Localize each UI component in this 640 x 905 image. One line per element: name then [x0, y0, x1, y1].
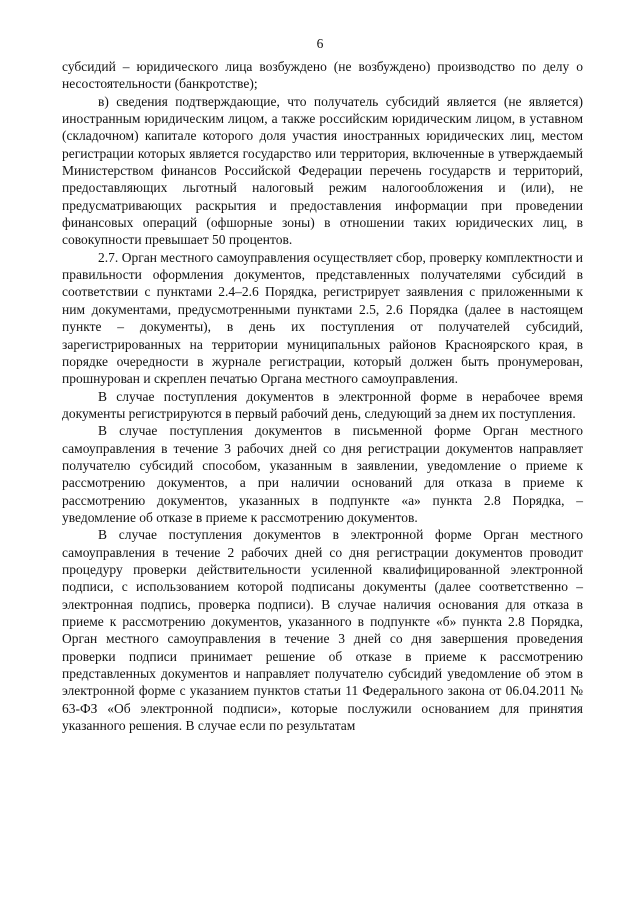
paragraph-2-7-document-collection: 2.7. Орган местного самоуправления осуществляет сбор, проверку комплектности и правильности оформления документов, представленных получателями субсидий в соответствии с пунктами 2.4–2.6 Порядка, регистрирует заявления с приложенными к ним документами, предусмотренными пунктами 2.5, 2.6 Порядка (далее в настоящем пункте – документы), в день их поступления от получателей субсидий, зарегистрированных на территории муниципальных районов Красноярского края, в порядке очередности в журнале регистрации, который должен быть пронумерован, прошнурован и скреплен печатью Органа местного самоуправления. [62, 249, 583, 387]
paragraph-electronic-signature-check: В случае поступления документов в электронной форме Орган местного самоуправления в течение 2 рабочих дней со дня регистрации документов проводит процедуру проверки действительности усиленной квалифицированной электронной подписи, с использованием которой подписаны документы (далее соответственно – электронная подпись, проверка подписи). В случае наличия основания для отказа в приеме к рассмотрению документов, указанного в подпункте «б» пункта 2.8 Порядка, Орган местного самоуправления в течение 3 дней со дня завершения проведения проверки подписи принимает решение об отказе в приеме к рассмотрению представленных документов и направляет получателю субсидий уведомление об этом в электронной форме с указанием пунктов статьи 11 Федерального закона от 06.04.2011 № 63-ФЗ «Об электронной подписи», которые послужили основанием для принятия указанного решения. В случае если по результатам [62, 527, 583, 734]
paragraph-subsidy-bankruptcy: субсидий – юридического лица возбуждено (не возбуждено) производство по делу о несостоятельности (банкротстве); [62, 59, 583, 92]
paragraph-written-form-notification: В случае поступления документов в письменной форме Орган местного самоуправления в течение 3 рабочих дней со дня регистрации документов направляет получателю субсидий способом, указанным в заявлении, уведомление о приеме к рассмотрению документов, а при наличии оснований для отказа в приеме к рассмотрению документов, указанных в подпункте «а» пункта 2.8 Порядка, – уведомление об отказе в приеме к рассмотрению документов. [62, 423, 583, 525]
document-body [62, 58, 583, 734]
paragraph-foreign-entity-info: в) сведения подтверждающие, что получатель субсидий является (не является) иностранным юридическим лицом, а также российским юридическим лицом, в уставном (складочном) капитале которого доля участия иностранных юридических лиц, местом регистрации которых является государство или территория, включенные в утверждаемый Министерством финансов Российской Федерации перечень государств и территорий, предоставляющих льготный налоговый режим налогообложения и (или), не предусматривающих раскрытия и предоставления информации при проведении финансовых операций (офшорные зоны) в отношении таких юридических лиц, в совокупности превышает 50 процентов. [62, 93, 583, 248]
paragraph-electronic-nonworking-time: В случае поступления документов в электронной форме в нерабочее время документы регистрируются в первый рабочий день, следующий за днем их поступления. [62, 388, 583, 421]
page-number: 6 [316, 36, 324, 51]
